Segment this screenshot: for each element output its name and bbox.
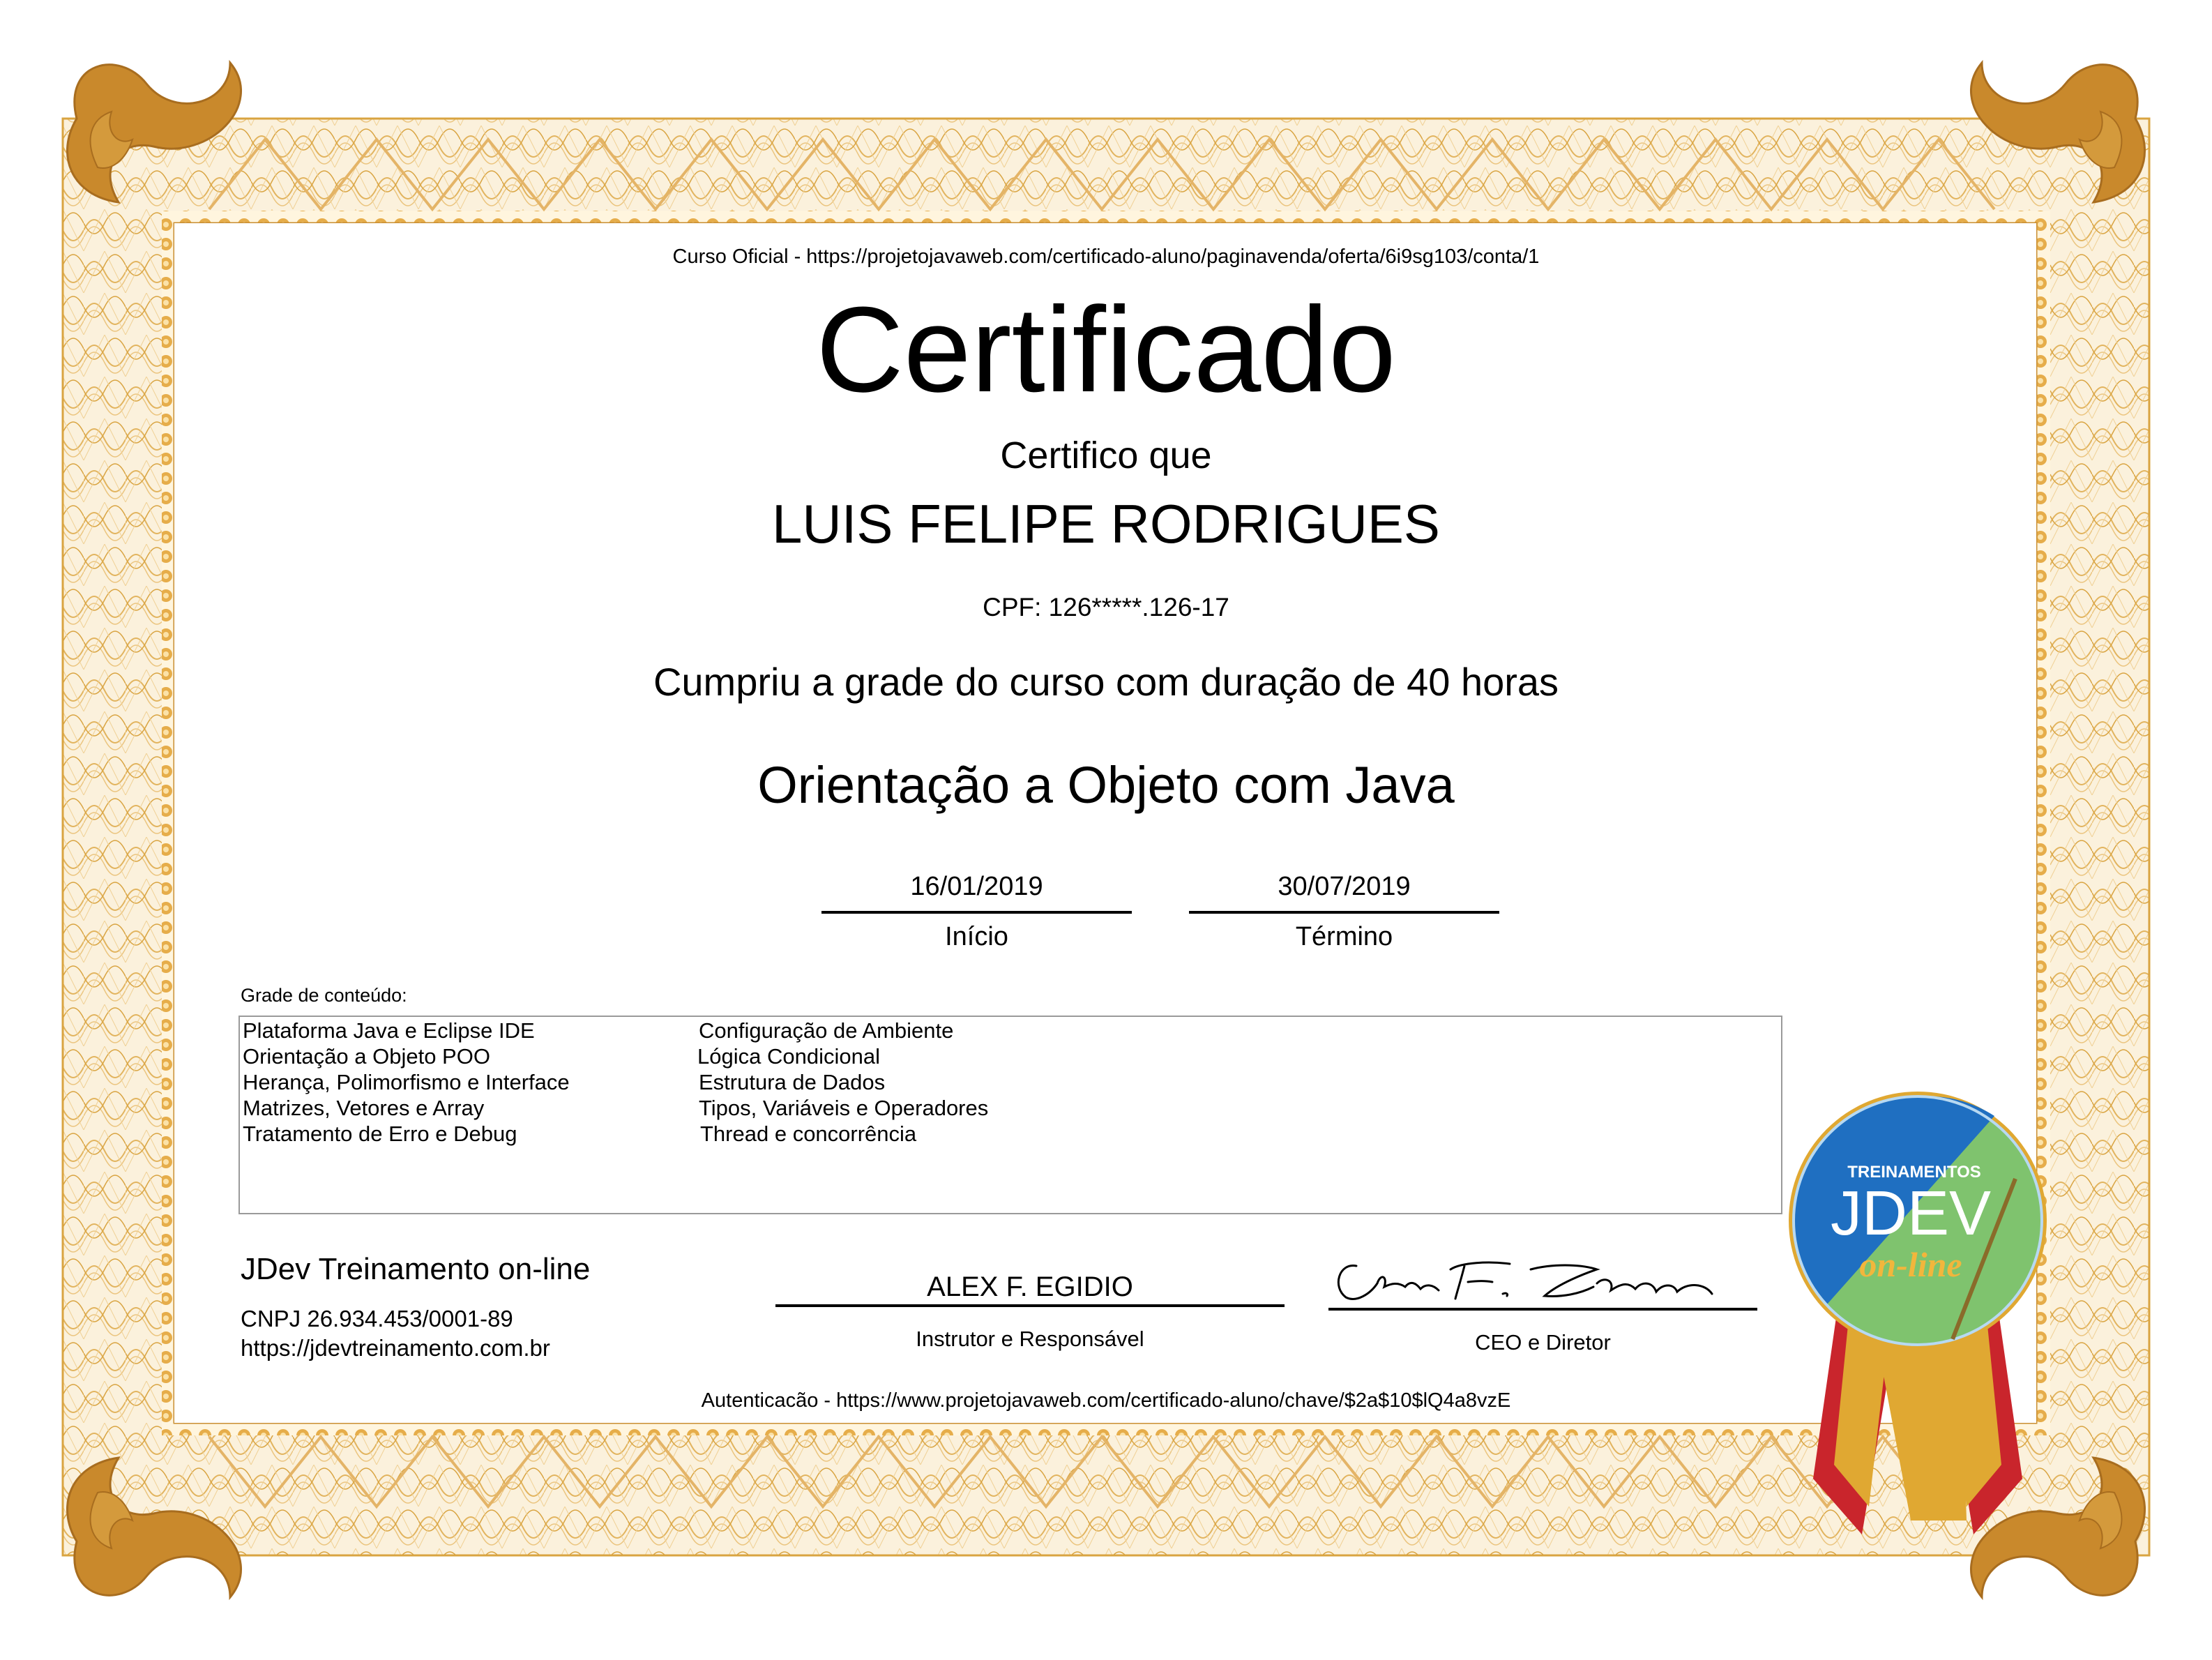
instructor-signature-line [775,1304,1285,1307]
jdev-seal-graphic [1785,1088,2050,1534]
seal-top-text: TREINAMENTOS [1847,1163,1981,1182]
instructor-signature-block [775,1269,1285,1352]
jdev-seal [1785,1088,2050,1534]
ceo-signature-block [1328,1255,1757,1355]
seal-brand: JDEV [1830,1179,1992,1248]
certificate-title: Certificado [816,281,1396,417]
end-date-block [1189,872,1499,952]
end-date-line [1189,911,1499,914]
start-date-line [821,911,1132,914]
end-date-label: Término [1295,922,1393,951]
course-duration: Cumpriu a grade do curso com duração de 40 horas [653,660,1559,704]
school-cnpj: CNPJ 26.934.453/0001-89 [241,1306,513,1331]
grid-item: Lógica Condicional [697,1044,880,1069]
grid-item: Matrizes, Vetores e Array [243,1096,485,1120]
course-url: Curso Oficial - https://projetojavaweb.com/certificado-aluno/paginavenda/oferta/6i9sg103/conta/1 [672,246,1540,268]
course-name: Orientação a Objeto com Java [757,756,1455,814]
instructor-role: Instrutor e Responsável [916,1327,1144,1351]
grid-item: Tratamento de Erro e Debug [243,1122,517,1146]
school-website: https://jdevtreinamento.com.br [241,1335,550,1361]
grid-item: Plataforma Java e Eclipse IDE [243,1018,535,1043]
content-grid [238,1016,1782,1214]
certifies-text: Certifico que [1000,435,1212,476]
ceo-role: CEO e Diretor [1475,1330,1611,1355]
student-cpf: CPF: 126*****.126-17 [983,593,1229,621]
seal-sub-text: on-line [1859,1245,1962,1284]
instructor-name: ALEX F. EGIDIO [927,1272,1133,1302]
end-date: 30/07/2019 [1278,872,1411,901]
grid-item: Orientação a Objeto POO [243,1044,490,1069]
start-date: 16/01/2019 [910,872,1043,901]
grid-item: Estrutura de Dados [699,1070,886,1094]
student-name: LUIS FELIPE RODRIGUES [772,493,1440,554]
school-name: JDev Treinamento on-line [241,1252,591,1286]
ceo-signature-line [1328,1308,1757,1311]
grid-item: Thread e concorrência [700,1122,917,1146]
start-date-label: Início [945,922,1008,951]
start-date-block [821,872,1132,952]
grid-item: Herança, Polimorfismo e Interface [243,1070,570,1094]
grid-item: Configuração de Ambiente [699,1018,954,1043]
content-grid-label: Grade de conteúdo: [241,985,407,1006]
ceo-signature [1328,1255,1757,1304]
authentication-url: Autenticacão - https://www.projetojavaweb.com/certificado-aluno/chave/$2a$10$lQ4a8vzE [701,1389,1511,1412]
grid-item: Tipos, Variáveis e Operadores [699,1096,989,1120]
